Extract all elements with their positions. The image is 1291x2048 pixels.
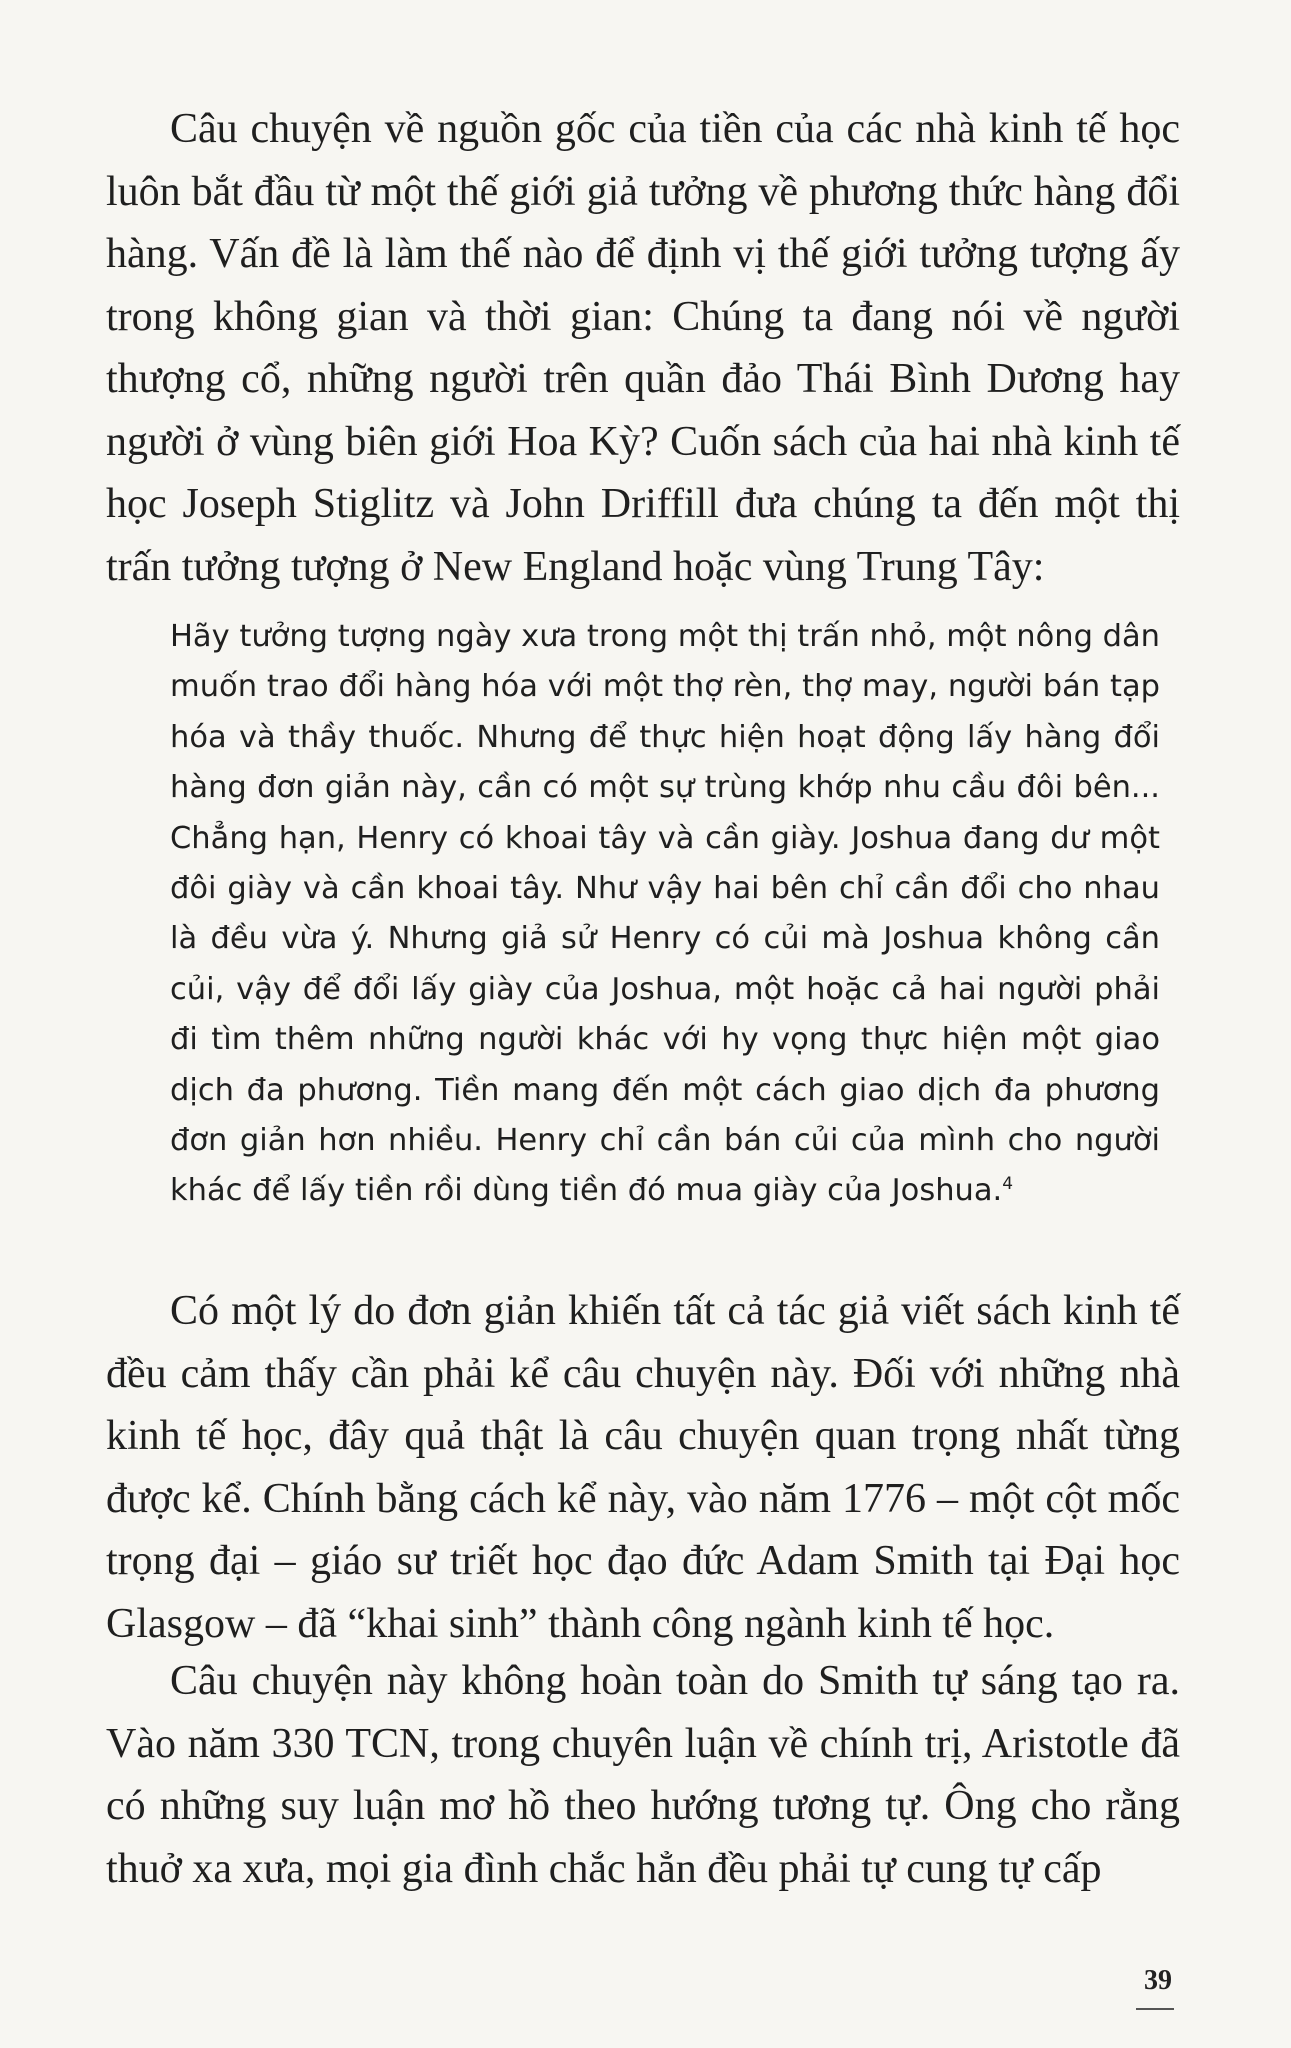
footnote-marker: 4 xyxy=(1002,1174,1014,1195)
block-quote xyxy=(170,612,1160,1217)
page-number: 39 xyxy=(1144,1965,1172,1996)
paragraph-intro: Câu chuyện về nguồn gốc của tiền của các nhà kinh tế học luôn bắt đầu từ một thế giới giả tưởng về phương thức hàng đổi hàng. Vấn đề là làm thế nào để định vị thế giới tưởng tượng ấy trong không gian và thời gian: Chúng ta đang nói về người thượng cổ, những người trên quần đảo Thái Bình Dương hay người ở vùng biên giới Hoa Kỳ? Cuốn sách của hai nhà kinh tế học Joseph Stiglitz và John Driffill đưa chúng ta đến một thị trấn tưởng tượng ở New England hoặc vùng Trung Tây: xyxy=(106,106,1180,590)
block-quote-text: Hãy tưởng tượng ngày xưa trong một thị trấn nhỏ, một nông dân muốn trao đổi hàng hóa với một thợ rèn, thợ may, người bán tạp hóa và thầy thuốc. Nhưng để thực hiện hoạt động lấy hàng đổi hàng đơn giản này, cần có một sự trùng khớp nhu cầu đôi bên... Chẳng hạn, Henry có khoai tây và cần giày. Joshua đang dư một đôi giày và cần khoai tây. Như vậy hai bên chỉ cần đổi cho nhau là đều vừa ý. Nhưng giả sử Henry có củi mà Joshua không cần củi, vậy để đổi lấy giày của Joshua, một hoặc cả hai người phải đi tìm thêm những người khác với hy vọng thực hiện một giao dịch đa phương. Tiền mang đến một cách giao dịch đa phương đơn giản hơn nhiều. Henry chỉ cần bán củi của mình cho người khác để lấy tiền rồi dùng tiền đó mua giày của Joshua. xyxy=(170,619,1160,1209)
page-number-underline xyxy=(1136,2008,1174,2010)
paragraph-reason: Có một lý do đơn giản khiến tất cả tác giả viết sách kinh tế đều cảm thấy cần phải kể câu chuyện này. Đối với những nhà kinh tế học, đây quả thật là câu chuyện quan trọng nhất từng được kể. Chính bằng cách kể này, vào năm 1776 – một cột mốc trọng đại – giáo sư triết học đạo đức Adam Smith tại Đại học Glasgow – đã “khai sinh” thành công ngành kinh tế học. xyxy=(106,1288,1180,1647)
paragraph-aristotle: Câu chuyện này không hoàn toàn do Smith tự sáng tạo ra. Vào năm 330 TCN, trong chuyên luận về chính trị, Aristotle đã có những suy luận mơ hồ theo hướng tương tự. Ông cho rằng thuở xa xưa, mọi gia đình chắc hẳn đều phải tự cung tự cấp xyxy=(106,1658,1180,1892)
